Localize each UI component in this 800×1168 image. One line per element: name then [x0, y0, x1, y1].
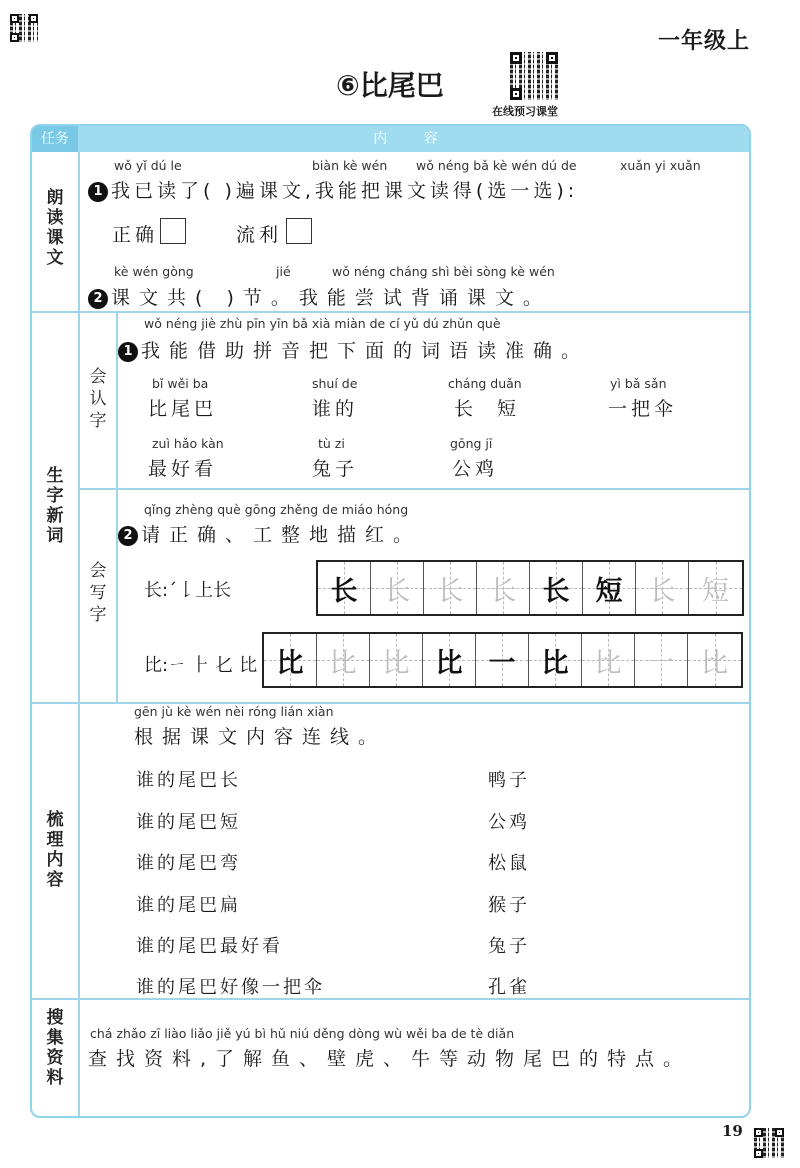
reading-item-2-text: 课文共( )节。我能尝试背诵课文。	[111, 287, 551, 309]
tracing-char: 长	[383, 575, 411, 607]
tracing-char: 比	[701, 647, 728, 679]
word-hanzi: 一把伞	[608, 398, 678, 420]
pinyin: qǐng zhèng què gōng zhěng de miáo hóng	[144, 502, 409, 517]
tracing-char: 一	[488, 647, 516, 679]
stroke-order-chang: 长:ˊ𠄌上长	[144, 580, 232, 601]
animal-item[interactable]: 孔雀	[488, 977, 530, 998]
animal-item[interactable]: 兔子	[488, 936, 530, 957]
task-column-divider	[78, 152, 80, 1118]
section-label-characters: 生字新词	[46, 466, 64, 546]
tracing-char: 一	[647, 647, 675, 679]
tracing-cell[interactable]	[529, 634, 582, 686]
tracing-cell[interactable]	[583, 562, 636, 614]
page-number: 19	[722, 1122, 743, 1140]
tracing-char: 比	[329, 647, 357, 679]
option-correct-label: 正确	[112, 224, 159, 246]
tracing-char: 长	[330, 575, 358, 607]
qr-caption: 在线预习课堂	[492, 105, 558, 118]
word-hanzi: 兔子	[312, 458, 359, 480]
pinyin: wǒ yǐ dú le	[114, 158, 182, 173]
word-hanzi: 长 短	[454, 398, 526, 420]
research-task: 查找资料,了解鱼、壁虎、牛等动物尾巴的特点。	[88, 1048, 692, 1070]
pinyin: wǒ néng bǎ kè wén dú de	[416, 158, 577, 173]
recognize-instruction: 1 我能借助拼音把下面的词语读准确。	[118, 336, 589, 363]
word-pinyin: gōng jī	[450, 436, 493, 451]
qr-code-bottom-right[interactable]	[754, 1128, 784, 1158]
tracing-cell[interactable]	[635, 634, 688, 686]
option-fluent-checkbox[interactable]	[286, 218, 312, 244]
section-label-sorting: 梳理内容	[46, 810, 64, 890]
qr-code-preview[interactable]	[510, 52, 558, 100]
question-item[interactable]: 谁的尾巴好像一把伞	[136, 977, 325, 998]
number-badge: 2	[118, 526, 138, 546]
tracing-cell[interactable]	[264, 634, 317, 686]
pinyin: xuǎn yi xuǎn	[620, 158, 701, 173]
animal-item[interactable]: 鸭子	[488, 770, 530, 791]
word-pinyin: bǐ wěi ba	[152, 376, 209, 391]
word-hanzi: 最好看	[148, 458, 218, 480]
animal-item[interactable]: 松鼠	[488, 853, 530, 874]
worksheet-table	[30, 124, 751, 1118]
tracing-cell[interactable]	[317, 634, 370, 686]
tracing-cell[interactable]	[424, 562, 477, 614]
tracing-char: 短	[702, 575, 729, 607]
tracing-cell[interactable]	[477, 562, 530, 614]
tracing-cell[interactable]	[636, 562, 689, 614]
grade-label: 一年级上	[657, 29, 750, 54]
task-column-header: 任务	[32, 126, 78, 152]
animal-item[interactable]: 猴子	[488, 895, 530, 916]
word-hanzi: 比尾巴	[148, 398, 218, 420]
sub-row-divider	[80, 488, 749, 490]
tracing-char: 比	[435, 647, 463, 679]
sorting-instruction: 根据课文内容连线。	[134, 726, 387, 748]
tracing-row-bi[interactable]	[262, 632, 743, 688]
question-item[interactable]: 谁的尾巴弯	[136, 853, 241, 874]
tracing-char: 比	[541, 647, 569, 679]
section-label-research: 搜集资料	[46, 1008, 64, 1088]
tracing-char: 长	[542, 575, 570, 607]
section-label-reading: 朗读课文	[46, 188, 64, 268]
number-badge: 1	[118, 342, 138, 362]
tracing-char: 长	[436, 575, 464, 607]
question-item[interactable]: 谁的尾巴长	[136, 770, 241, 791]
sub-label-recognize: 会认字	[89, 367, 107, 431]
tracing-cell[interactable]	[688, 634, 741, 686]
tracing-char: 比	[382, 647, 410, 679]
qr-code-top-left[interactable]	[10, 14, 38, 42]
tracing-char: 长	[648, 575, 676, 607]
option-fluent-label: 流利	[236, 224, 283, 246]
pinyin: chá zhǎo zī liào liǎo jiě yú bì hǔ niú děng dòng wù wěi ba de tè diǎn	[90, 1026, 515, 1041]
pinyin: biàn kè wén	[312, 158, 388, 173]
reading-item-1	[88, 176, 578, 203]
option-correct-checkbox[interactable]	[160, 218, 186, 244]
tracing-cell[interactable]	[318, 562, 371, 614]
word-hanzi: 公鸡	[452, 458, 499, 480]
lesson-title: ⑥比尾巴	[336, 69, 444, 102]
word-pinyin: shuí de	[312, 376, 358, 391]
word-pinyin: tù zi	[318, 436, 345, 451]
tracing-char: 比	[594, 647, 622, 679]
word-pinyin: yì bǎ sǎn	[610, 376, 667, 391]
tracing-cell[interactable]	[530, 562, 583, 614]
pinyin: gēn jù kè wén nèi róng lián xiàn	[134, 704, 334, 719]
word-pinyin: zuì hǎo kàn	[152, 436, 224, 451]
content-column-header: 内 容	[373, 131, 454, 147]
tracing-row-chang[interactable]	[316, 560, 744, 616]
word-hanzi: 谁的	[312, 398, 359, 420]
tracing-char: 短	[595, 575, 623, 607]
row-divider	[32, 311, 749, 313]
tracing-cell[interactable]	[371, 562, 424, 614]
tracing-char: 长	[489, 575, 517, 607]
tracing-cell[interactable]	[370, 634, 423, 686]
question-item[interactable]: 谁的尾巴扁	[136, 895, 241, 916]
pinyin: jié	[276, 264, 291, 279]
question-item[interactable]: 谁的尾巴短	[136, 812, 241, 833]
write-instruction: 2 请正确、工整地描红。	[118, 520, 421, 547]
pinyin: wǒ néng jiè zhù pīn yīn bǎ xià miàn de cí yǔ dú zhǔn què	[144, 316, 501, 331]
sub-label-write: 会写字	[89, 561, 107, 625]
tracing-cell[interactable]	[689, 562, 742, 614]
animal-item[interactable]: 公鸡	[488, 812, 530, 833]
number-badge: 1	[88, 182, 108, 202]
number-badge: 2	[88, 289, 108, 309]
question-item[interactable]: 谁的尾巴最好看	[136, 936, 283, 957]
tracing-cell[interactable]	[476, 634, 529, 686]
tracing-cell[interactable]	[582, 634, 635, 686]
table-header	[32, 126, 749, 152]
pinyin: kè wén gòng	[114, 264, 194, 279]
tracing-cell[interactable]	[423, 634, 476, 686]
word-pinyin: cháng duǎn	[448, 376, 522, 391]
stroke-order-bi: 比:ㄧ ⺊ 𠤎 比	[144, 655, 258, 676]
reading-item-2	[88, 283, 551, 310]
reading-item-1-text: 我已读了( )遍课文,我能把课文读得(选一选):	[111, 180, 579, 202]
tracing-char: 比	[276, 647, 304, 679]
pinyin: wǒ néng cháng shì bèi sòng kè wén	[332, 264, 555, 279]
